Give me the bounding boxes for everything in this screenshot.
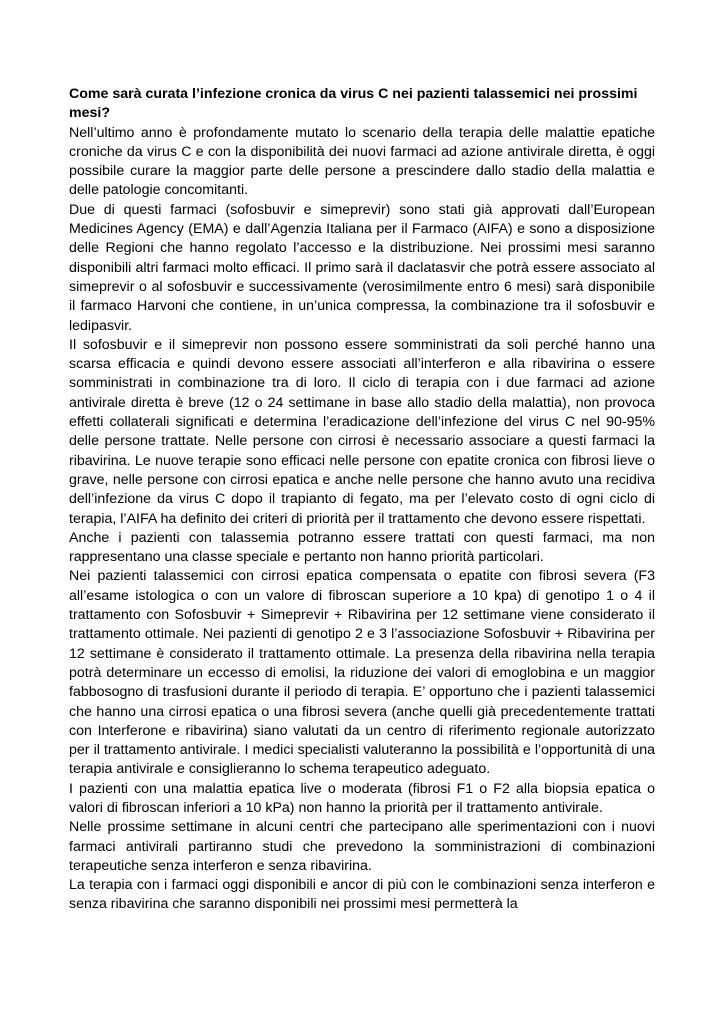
paragraph-6: I pazienti con una malattia epatica live o moderata (fibrosi F1 o F2 alla biopsia epatica o valori di fibroscan inferiori a 10 kPa) non hanno la priorità per il trattamento antivirale.: [69, 780, 655, 816]
paragraph-2: Due di questi farmaci (sofosbuvir e simeprevir) sono stati già approvati dall’European Medicines Agency (EMA) e dall’Agenzia Italiana per il Farmaco (AIFA) e sono a disposizione delle Regioni che hanno regolato l’accesso e la distribuzione. Nei prossimi mesi saranno disponibili altri farmaci molto efficaci. Il primo sarà il daclatasvir che potrà essere associato al simeprevir o al sofosbuvir e successivamente (verosimilmente entro 6 mesi) sarà disponibile il farmaco Harvoni che contiene, in un’unica compressa, la combinazione tra il sofosbuvir e ledipasvir.: [69, 201, 655, 334]
document-page: [69, 85, 655, 915]
paragraph-1: Nell’ultimo anno è profondamente mutato lo scenario della terapia delle malattie epatiche croniche da virus C e con la disponibilità dei nuovi farmaci ad azione antivirale diretta, è oggi possibile curare la maggior parte delle persone a prescindere dallo stadio della malattia e delle patologie concomitanti.: [69, 124, 655, 199]
paragraph-8: La terapia con i farmaci oggi disponibili e ancor di più con le combinazioni senza interferon e senza ribavirina che saranno disponibili nei prossimi mesi permetterà la: [69, 877, 655, 913]
paragraph-4: Anche i pazienti con talassemia potranno essere trattati con questi farmaci, ma non rappresentano una classe speciale e pertanto non hanno priorità particolari.: [69, 529, 655, 566]
paragraph-7: Nelle prossime settimane in alcuni centri che partecipano alle sperimentazioni con i nuovi farmaci antivirali partiranno studi che prevedono la somministrazioni di combinazioni terapeutiche senza interferon e senza ribavirina.: [69, 819, 655, 874]
paragraph-5: Nei pazienti talassemici con cirrosi epatica compensata o epatite con fibrosi severa (F3 all’esame istologica o con un valore di fibroscan superiore a 10 kpa) di genotipo 1 o 4 il trattamento con Sofosbuvir + Simeprevir + Ribavirina per 12 settimane viene considerato il trattamento ottimale. Nei pazienti di genotipo 2 e 3 l’associazione Sofosbuvir + Ribavirina per 12 settimane è considerato il trattamento ottimale. La presenza della ribavirina nella terapia potrà determinare un eccesso di emolisi, la riduzione dei valori di emoglobina e un maggior fabbosogno di trasfusioni durante il periodo di terapia. E’ opportuno che i pazienti talassemici che hanno una cirrosi epatica o una fibrosi severa (anche quelli già precedentemente trattati con Interferone e ribavirina) siano valutati da un centro di riferimento regionale autorizzato per il trattamento antivirale. I medici specialisti valuteranno la possibilità e l’opportunità di una terapia antivirale e consiglieranno lo schema terapeutico adeguato.: [69, 568, 655, 778]
document-title: Come sarà curata l’infezione cronica da virus C nei pazienti talassemici nei prossimi mesi?: [69, 86, 638, 122]
paragraph-3: Il sofosbuvir e il simeprevir non possono essere somministrati da soli perché hanno una scarsa efficacia e quindi devono essere associati all’interferon e alla ribavirina o essere somministrati in combinazione tra di loro. Il ciclo di terapia con i due farmaci ad azione antivirale diretta è breve (12 o 24 settimane in base allo stadio della malattia), non provoca effetti collaterali significati e determina l’eradicazione dell’infezione del virus C nel 90-95% delle persone trattate. Nelle persone con cirrosi è necessario associare a questi farmaci la ribavirina. Le nuove terapie sono efficaci nelle persone con epatite cronica con fibrosi lieve o grave, nelle persone con cirrosi epatica e anche nelle persone che hanno avuto una recidiva dell’infezione da virus C dopo il trapianto di fegato, ma per l’elevato costo di ogni ciclo di terapia, l’AIFA ha definito dei criteri di priorità per il trattamento che devono essere rispettati.: [69, 336, 655, 527]
